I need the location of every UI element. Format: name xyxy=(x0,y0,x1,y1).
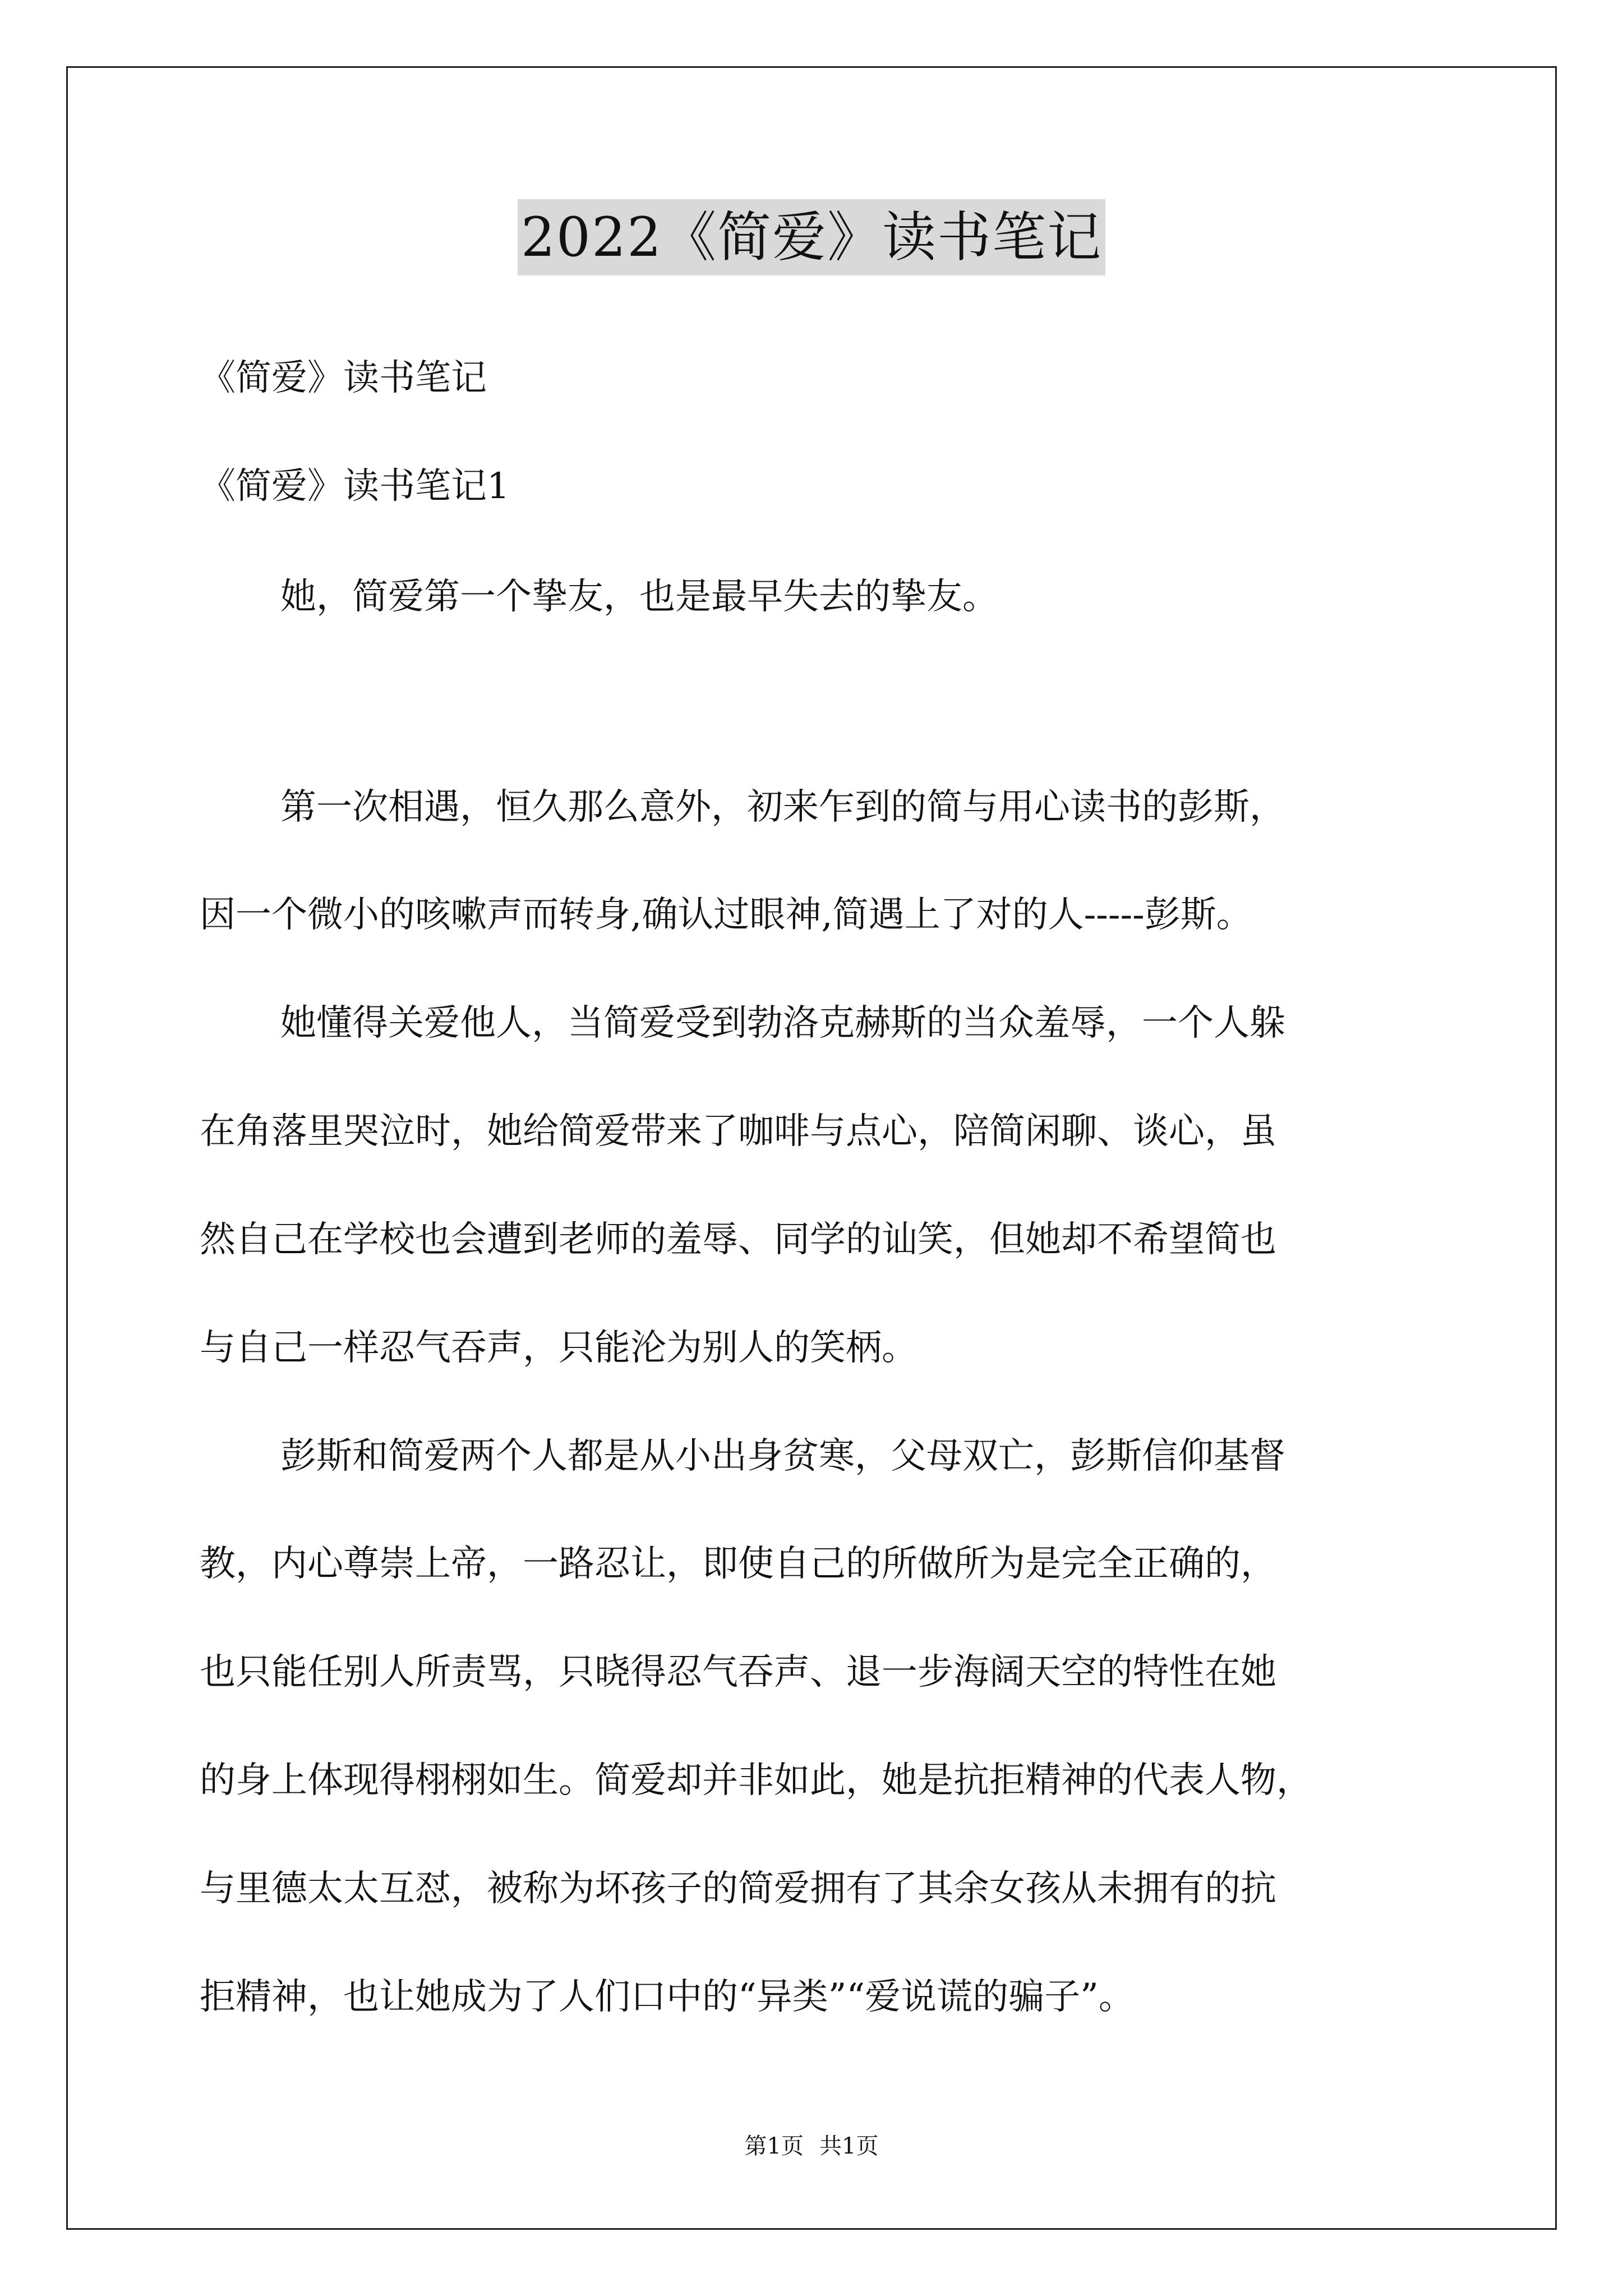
page-number: 第1页 xyxy=(744,2133,804,2159)
paragraph-line: 与自己一样忍气吞声，只能沦为别人的笑柄。 xyxy=(200,1327,917,1369)
paragraph-line: 也只能任别人所责骂，只晓得忍气吞声、退一步海阔天空的特性在她 xyxy=(200,1651,1276,1693)
paragraph-line: 她懂得关爱他人，当简爱受到勃洛克赫斯的当众羞辱，一个人躲 xyxy=(280,1002,1285,1044)
paragraph-line: 拒精神，也让她成为了人们口中的“异类”“爱说谎的骗子”。 xyxy=(200,1976,1135,2018)
paragraph-line: 彭斯和简爱两个人都是从小出身贫寒，父母双亡，彭斯信仰基督 xyxy=(280,1435,1285,1477)
page-footer xyxy=(0,2132,1623,2161)
page-count: 共1页 xyxy=(819,2133,879,2159)
paragraph-line: 在角落里哭泣时，她给简爱带来了咖啡与点心，陪简闲聊、谈心，虽 xyxy=(200,1111,1276,1152)
paragraph-line: 的身上体现得栩栩如生。简爱却并非如此，她是抗拒精神的代表人物， xyxy=(200,1760,1312,1801)
subtitle-line: 《简爱》读书笔记 xyxy=(200,357,487,399)
paragraph-line: 她，简爱第一个挚友，也是最早失去的挚友。 xyxy=(280,576,998,618)
paragraph-line: 教，内心尊崇上帝，一路忍让，即使自己的所做所为是完全正确的， xyxy=(200,1543,1276,1585)
paragraph-line: 与里德太太互怼，被称为坏孩子的简爱拥有了其余女孩从未拥有的抗 xyxy=(200,1868,1276,1910)
subtitle-line-numbered: 《简爱》读书笔记1 xyxy=(200,466,510,507)
title-container xyxy=(0,199,1623,275)
document-title: 2022《简爱》读书笔记 xyxy=(518,199,1105,275)
paragraph-line: 第一次相遇，恒久那么意外，初来乍到的简与用心读书的彭斯， xyxy=(280,786,1285,828)
paragraph-line: 然自己在学校也会遭到老师的羞辱、同学的讪笑，但她却不希望简也 xyxy=(200,1219,1276,1260)
paragraph-line: 因一个微小的咳嗽声而转身,确认过眼神,简遇上了对的人-----彭斯。 xyxy=(200,894,1252,936)
